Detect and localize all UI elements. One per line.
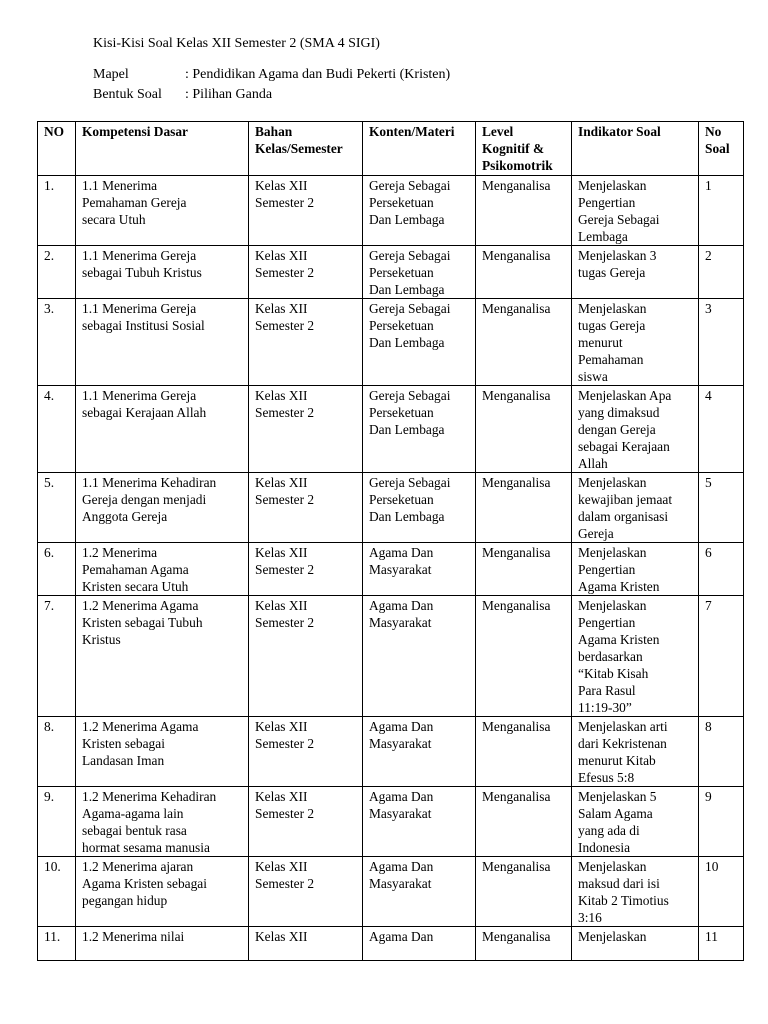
cell-konten-materi: Agama Dan Masyarakat: [363, 787, 476, 857]
table-row: [38, 246, 744, 299]
cell-indikator-soal: Menjelaskan Pengertian Agama Kristen: [572, 543, 699, 596]
cell-indikator-soal: Menjelaskan: [572, 927, 699, 961]
document-title: Kisi-Kisi Soal Kelas XII Semester 2 (SMA 4 SIGI): [93, 36, 380, 51]
cell-kompetensi-dasar: 1.2 Menerima Pemahaman Agama Kristen secara Utuh: [76, 543, 249, 596]
cell-indikator-soal: Menjelaskan Pengertian Agama Kristen berdasarkan “Kitab Kisah Para Rasul 11:19-30”: [572, 596, 699, 717]
cell-bahan: Kelas XII Semester 2: [249, 299, 363, 386]
table-row: [38, 473, 744, 543]
cell-no: 4.: [38, 386, 76, 473]
cell-bahan: Kelas XII Semester 2: [249, 717, 363, 787]
cell-no-soal: 9: [699, 787, 744, 857]
cell-no-soal: 1: [699, 176, 744, 246]
cell-kompetensi-dasar: 1.1 Menerima Kehadiran Gereja dengan menjadi Anggota Gereja: [76, 473, 249, 543]
cell-level: Menganalisa: [476, 176, 572, 246]
cell-bahan: Kelas XII: [249, 927, 363, 961]
cell-no: 2.: [38, 246, 76, 299]
cell-no-soal: 8: [699, 717, 744, 787]
table-row: [38, 857, 744, 927]
cell-kompetensi-dasar: 1.1 Menerima Gereja sebagai Kerajaan Allah: [76, 386, 249, 473]
header-bahan: Bahan Kelas/Semester: [249, 122, 363, 176]
cell-bahan: Kelas XII Semester 2: [249, 176, 363, 246]
cell-konten-materi: Agama Dan Masyarakat: [363, 717, 476, 787]
cell-bahan: Kelas XII Semester 2: [249, 473, 363, 543]
cell-bahan: Kelas XII Semester 2: [249, 246, 363, 299]
header-no-soal: No Soal: [699, 122, 744, 176]
header-konten-materi: Konten/Materi: [363, 122, 476, 176]
cell-no-soal: 10: [699, 857, 744, 927]
cell-kompetensi-dasar: 1.1 Menerima Gereja sebagai Institusi Sosial: [76, 299, 249, 386]
cell-level: Menganalisa: [476, 857, 572, 927]
cell-no: 11.: [38, 927, 76, 961]
table-row: [38, 386, 744, 473]
cell-no-soal: 5: [699, 473, 744, 543]
cell-indikator-soal: Menjelaskan arti dari Kekristenan menurut Kitab Efesus 5:8: [572, 717, 699, 787]
cell-level: Menganalisa: [476, 299, 572, 386]
table-row: [38, 176, 744, 246]
header-no: NO: [38, 122, 76, 176]
cell-konten-materi: Gereja Sebagai Perseketuan Dan Lembaga: [363, 176, 476, 246]
cell-bahan: Kelas XII Semester 2: [249, 596, 363, 717]
cell-indikator-soal: Menjelaskan kewajiban jemaat dalam organisasi Gereja: [572, 473, 699, 543]
cell-konten-materi: Gereja Sebagai Perseketuan Dan Lembaga: [363, 386, 476, 473]
table-row: [38, 596, 744, 717]
table-row: [38, 787, 744, 857]
cell-no-soal: 2: [699, 246, 744, 299]
cell-indikator-soal: Menjelaskan maksud dari isi Kitab 2 Timotius 3:16: [572, 857, 699, 927]
table-row: [38, 927, 744, 961]
cell-konten-materi: Agama Dan Masyarakat: [363, 857, 476, 927]
cell-konten-materi: Agama Dan: [363, 927, 476, 961]
cell-konten-materi: Agama Dan Masyarakat: [363, 543, 476, 596]
cell-bahan: Kelas XII Semester 2: [249, 543, 363, 596]
cell-no-soal: 7: [699, 596, 744, 717]
cell-kompetensi-dasar: 1.1 Menerima Gereja sebagai Tubuh Kristus: [76, 246, 249, 299]
meta-value: : Pendidikan Agama dan Budi Pekerti (Kristen): [185, 67, 451, 82]
cell-no-soal: 4: [699, 386, 744, 473]
cell-indikator-soal: Menjelaskan Apa yang dimaksud dengan Gereja sebagai Kerajaan Allah: [572, 386, 699, 473]
cell-kompetensi-dasar: 1.2 Menerima Agama Kristen sebagai Landasan Iman: [76, 717, 249, 787]
cell-bahan: Kelas XII Semester 2: [249, 386, 363, 473]
cell-indikator-soal: Menjelaskan 3 tugas Gereja: [572, 246, 699, 299]
cell-kompetensi-dasar: 1.2 Menerima Kehadiran Agama-agama lain sebagai bentuk rasa hormat sesama manusia: [76, 787, 249, 857]
table-row: [38, 543, 744, 596]
cell-no: 1.: [38, 176, 76, 246]
header-indikator-soal: Indikator Soal: [572, 122, 699, 176]
cell-no: 8.: [38, 717, 76, 787]
cell-no: 6.: [38, 543, 76, 596]
meta-key: Mapel: [93, 67, 129, 82]
cell-level: Menganalisa: [476, 717, 572, 787]
cell-indikator-soal: Menjelaskan Pengertian Gereja Sebagai Lembaga: [572, 176, 699, 246]
cell-konten-materi: Gereja Sebagai Perseketuan Dan Lembaga: [363, 473, 476, 543]
kisi-kisi-table: [37, 121, 744, 961]
cell-level: Menganalisa: [476, 386, 572, 473]
cell-no: 9.: [38, 787, 76, 857]
cell-no: 3.: [38, 299, 76, 386]
meta-row-mapel: [93, 66, 450, 84]
meta-value: : Pilihan Ganda: [185, 87, 273, 102]
cell-kompetensi-dasar: 1.1 Menerima Pemahaman Gereja secara Utuh: [76, 176, 249, 246]
cell-level: Menganalisa: [476, 246, 572, 299]
cell-indikator-soal: Menjelaskan 5 Salam Agama yang ada di Indonesia: [572, 787, 699, 857]
cell-no-soal: 6: [699, 543, 744, 596]
cell-kompetensi-dasar: 1.2 Menerima ajaran Agama Kristen sebagai pegangan hidup: [76, 857, 249, 927]
cell-konten-materi: Gereja Sebagai Perseketuan Dan Lembaga: [363, 299, 476, 386]
meta-row-bentuk-soal: [93, 86, 272, 104]
cell-level: Menganalisa: [476, 473, 572, 543]
cell-level: Menganalisa: [476, 787, 572, 857]
cell-level: Menganalisa: [476, 596, 572, 717]
cell-no: 10.: [38, 857, 76, 927]
header-level: Level Kognitif & Psikomotrik: [476, 122, 572, 176]
header-kompetensi-dasar: Kompetensi Dasar: [76, 122, 249, 176]
cell-konten-materi: Gereja Sebagai Perseketuan Dan Lembaga: [363, 246, 476, 299]
table-header-row: [38, 122, 744, 176]
table-row: [38, 299, 744, 386]
cell-kompetensi-dasar: 1.2 Menerima nilai: [76, 927, 249, 961]
cell-level: Menganalisa: [476, 927, 572, 961]
cell-kompetensi-dasar: 1.2 Menerima Agama Kristen sebagai Tubuh Kristus: [76, 596, 249, 717]
cell-no-soal: 3: [699, 299, 744, 386]
cell-indikator-soal: Menjelaskan tugas Gereja menurut Pemahaman siswa: [572, 299, 699, 386]
cell-no: 5.: [38, 473, 76, 543]
cell-level: Menganalisa: [476, 543, 572, 596]
cell-no-soal: 11: [699, 927, 744, 961]
cell-bahan: Kelas XII Semester 2: [249, 787, 363, 857]
cell-bahan: Kelas XII Semester 2: [249, 857, 363, 927]
cell-no: 7.: [38, 596, 76, 717]
table-body: [38, 176, 744, 961]
cell-konten-materi: Agama Dan Masyarakat: [363, 596, 476, 717]
table-row: [38, 717, 744, 787]
meta-key: Bentuk Soal: [93, 87, 162, 102]
